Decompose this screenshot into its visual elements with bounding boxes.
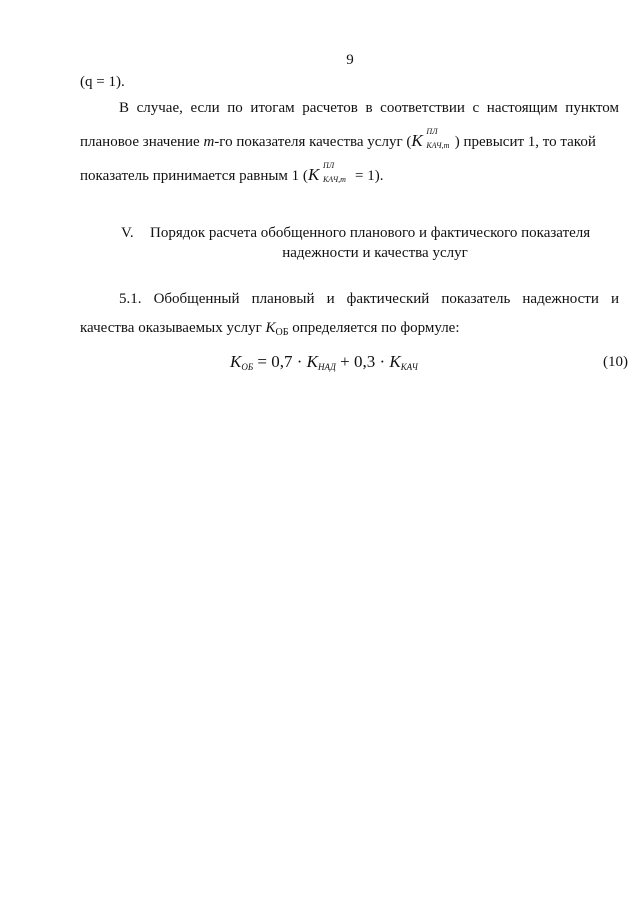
k-sub: КАЧ,m — [322, 175, 346, 184]
sub-nad: НАД — [318, 362, 336, 372]
k-nad: K — [306, 352, 318, 371]
eq-part-1: = 0,7 · — [253, 352, 307, 371]
k-sub: КАЧ,m — [426, 141, 450, 150]
text-start: качества оказываемых услуг — [80, 320, 266, 336]
page-number: 9 — [346, 52, 354, 68]
k-kach-plan-symbol — [411, 127, 454, 151]
text-mid: -го показателя качества услуг ( — [214, 134, 412, 150]
paragraph-2-line-2 — [80, 320, 460, 338]
sub-ob: ОБ — [241, 362, 254, 372]
text-start: плановое значение — [80, 134, 204, 150]
continued-text-q: (q = 1). — [80, 74, 125, 90]
k-sup: ПЛ — [426, 127, 438, 136]
section-number: V. — [121, 225, 134, 241]
k-sub: ОБ — [275, 327, 289, 338]
k-ob: K — [230, 352, 242, 371]
k-kach-plan-symbol — [307, 161, 351, 185]
text-end: ) превысит 1, то такой — [454, 134, 596, 150]
k-symbol: K — [265, 320, 276, 336]
k-base: K — [307, 165, 320, 184]
section-title-line-1: Порядок расчета обобщенного планового и фактического показателя — [150, 225, 591, 241]
text-start: показатель принимается равным 1 ( — [80, 168, 308, 184]
k-base: K — [411, 131, 423, 150]
paragraph-2-line-1: 5.1. Обобщенный плановый и фактический показатель надежности и — [119, 291, 619, 307]
sub-kach: КАЧ — [400, 362, 418, 372]
variable-m: m — [203, 134, 215, 150]
eq-part-2: + 0,3 · — [335, 352, 390, 371]
paragraph-1-line-2 — [80, 127, 596, 151]
paragraph-1-line-1: В случае, если по итогам расчетов в соответствии с настоящим пунктом — [119, 100, 619, 116]
paragraph-1-line-3 — [80, 161, 384, 185]
formula-10 — [230, 352, 418, 372]
section-title-line-2: надежности и качества услуг — [282, 245, 468, 261]
text-end: определяется по формуле: — [288, 320, 460, 336]
k-kach: K — [389, 352, 401, 371]
k-sup: ПЛ — [322, 161, 335, 170]
equation-number: (10) — [603, 354, 628, 370]
text-eq: = 1). — [351, 168, 384, 184]
